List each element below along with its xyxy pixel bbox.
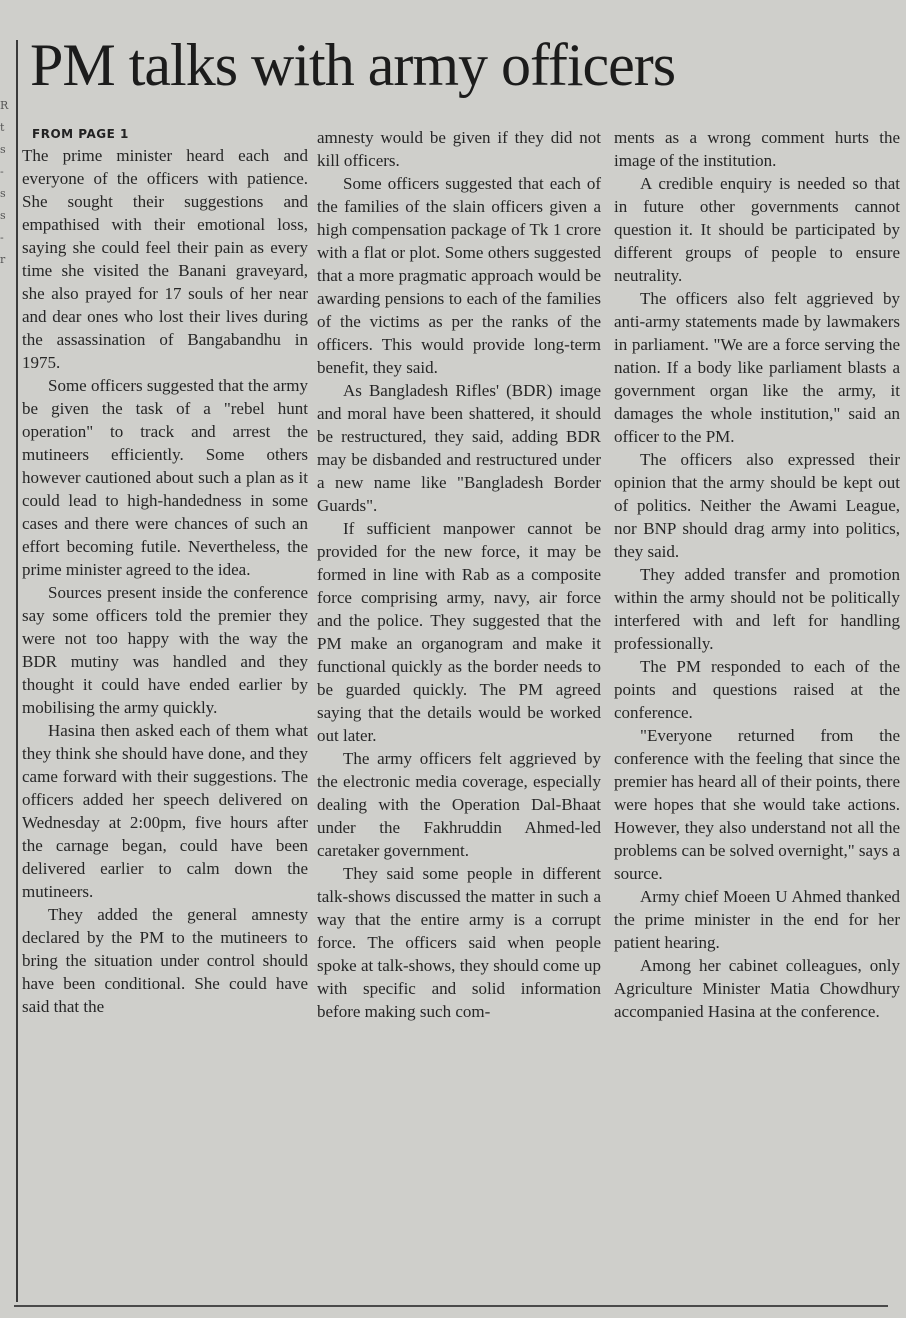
fragment-char: t <box>0 121 5 134</box>
paragraph: The officers also expressed their opinion that the army should be kept out of politics. Neither the Awami League, nor BNP should drag army into politics, they said. <box>614 450 900 561</box>
article-column-1 <box>22 126 308 1018</box>
adjacent-column-fragment <box>0 95 12 315</box>
paragraph: If sufficient manpower cannot be provided for the new force, it may be formed in line with Rab as a composite force comprising army, navy, air force and the police. They suggested that the PM make an organogram and make it functional quickly as the border needs to be guarded quickly. The PM agreed saying that the details would be worked out later. <box>317 519 601 745</box>
paragraph: The prime minister heard each and everyone of the officers with patience. She sought their suggestions and empathised with their emotional loss, saying she could feel their pain as every time she visited the Banani graveyard, she also prayed for 17 souls of her near and dear ones who lost their lives during the assassination of Bangabandhu in 1975. <box>22 146 308 372</box>
paragraph: Army chief Moeen U Ahmed thanked the prime minister in the end for her patient hearing. <box>614 887 900 952</box>
article-column-3 <box>614 126 900 1023</box>
fragment-char: s <box>0 187 6 200</box>
fragment-char: r <box>0 253 6 266</box>
column-rule-left <box>16 40 18 1302</box>
paragraph: They added transfer and promotion within the army should not be politically interfered with and left for handling professionally. <box>614 565 900 653</box>
fragment-char: - <box>0 165 4 178</box>
paragraph: A credible enquiry is needed so that in future other governments cannot question it. It should be participated by different groups of people to ensure neutrality. <box>614 174 900 285</box>
paragraph: They said some people in different talk-shows discussed the matter in such a way that the entire army is a corrupt force. The officers said when people spoke at talk-shows, they should come up with specific and solid information before making such com- <box>317 864 601 1021</box>
fragment-char: s <box>0 209 6 222</box>
paragraph: Among her cabinet colleagues, only Agriculture Minister Matia Chowdhury accompanied Hasina at the conference. <box>614 956 900 1021</box>
paragraph: amnesty would be given if they did not kill officers. <box>317 128 601 170</box>
article-column-2 <box>317 126 601 1023</box>
headline: PM talks with army officers <box>30 32 676 98</box>
kicker: FROM PAGE 1 <box>32 127 129 141</box>
paragraph: The officers also felt aggrieved by anti-army statements made by lawmakers in parliament. "We are a force serving the nation. If a body like parliament blasts a government organ like the army, it damages the whole institution," said an officer to the PM. <box>614 289 900 446</box>
paragraph: ments as a wrong comment hurts the image of the institution. <box>614 128 900 170</box>
paragraph: The army officers felt aggrieved by the electronic media coverage, especially dealing with the Operation Dal-Bhaat under the Fakhruddin Ahmed-led caretaker government. <box>317 749 601 860</box>
paragraph: Sources present inside the conference say some officers told the premier they were not too happy with the way the BDR mutiny was handled and they thought it could have ended earlier by mobilising the army quickly. <box>22 583 308 717</box>
fragment-char: R <box>0 99 9 112</box>
paragraph: Some officers suggested that each of the families of the slain officers given a high compensation package of Tk 1 crore with a flat or plot. Some others suggested that a more pragmatic approach would be awarding pensions to each of the families of the victims as per the ranks of the officers. This would provide long-term benefit, they said. <box>317 174 601 377</box>
paragraph: Some officers suggested that the army be given the task of a "rebel hunt operation" to track and arrest the mutineers efficiently. Some others however cautioned about such a plan as it could lead to high-handedness in some cases and there were chances of such an effort becoming futile. Nevertheless, the prime minister agreed to the idea. <box>22 376 308 579</box>
fragment-char: - <box>0 231 4 244</box>
paragraph: "Everyone returned from the conference with the feeling that since the premier has heard all of their points, there were hopes that she would take actions. However, they also understand not all the problems can be solved overnight," says a source. <box>614 726 900 883</box>
paragraph: Hasina then asked each of them what they think she should have done, and they came forward with their suggestions. The officers added her speech delivered on Wednesday at 2:00pm, five hours after the carnage began, could have been delivered earlier to calm down the mutineers. <box>22 721 308 901</box>
paragraph: They added the general amnesty declared by the PM to the mutineers to bring the situation under control should have been conditional. She could have said that the <box>22 905 308 1016</box>
paragraph: As Bangladesh Rifles' (BDR) image and moral have been shattered, it should be restructured, they said, adding BDR may be disbanded and restructured under a new name like "Bangladesh Border Guards". <box>317 381 601 515</box>
bottom-rule <box>14 1305 888 1307</box>
paragraph: The PM responded to each of the points and questions raised at the conference. <box>614 657 900 722</box>
fragment-char: s <box>0 143 6 156</box>
